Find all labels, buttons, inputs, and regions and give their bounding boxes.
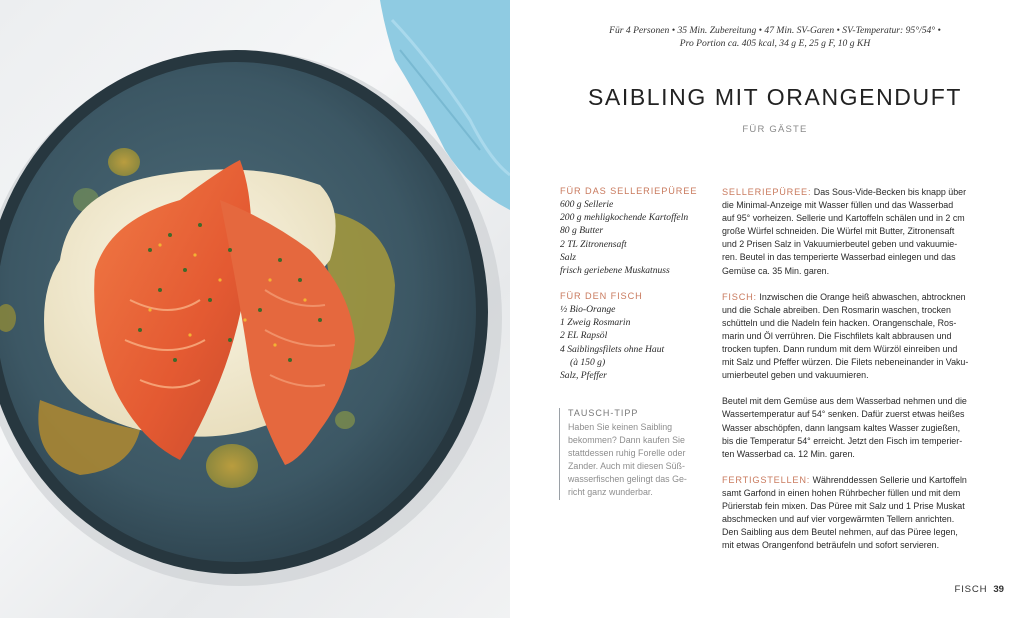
tip-line: wasserfischen gelingt das Ge- xyxy=(568,474,687,485)
step-line: marin und Öl verrühren. Die Fischfilets kalt abbrausen und xyxy=(722,330,952,341)
step-beutel xyxy=(722,395,984,460)
ingredients-sellerie xyxy=(560,186,710,277)
ingredient-item: 2 EL Rapsöl xyxy=(560,330,608,342)
step-line: und 2 Prisen Salz in Vakuumierbeutel geben und vakuumie- xyxy=(722,239,958,250)
tip-line: Zander. Auch mit diesen Süß- xyxy=(568,461,685,472)
step-line: Pürierstab fein mixen. Das Püree mit Salz und 1 Prise Muskat xyxy=(722,500,965,511)
step-line: ten Wasserbad ca. 12 Min. garen. xyxy=(722,448,855,459)
tip-line: richt ganz wunderbar. xyxy=(568,487,653,498)
step-line: große Würfel schneiden. Die Würfel mit Butter, Zitronensaft xyxy=(722,226,955,237)
step-line: Inzwischen die Orange heiß abwaschen, abtrocknen xyxy=(756,291,966,302)
tip-line: bekommen? Dann kaufen Sie xyxy=(568,435,685,446)
step-line: umierbeutel geben und vakuumieren. xyxy=(722,370,869,381)
step-line: Wasser abschöpfen, dann langsam kaltes Wasser zugießen, xyxy=(722,422,961,433)
step-line: Gemüse ca. 35 Min. garen. xyxy=(722,265,830,276)
footer-section: FISCH xyxy=(954,584,988,595)
ingredient-item: 1 Zweig Rosmarin xyxy=(560,317,631,329)
step-line: Das Sous-Vide-Becken bis knapp über xyxy=(811,187,967,197)
step-line: Wassertemperatur auf 54° senken. Dafür zuerst etwas heißes xyxy=(722,409,965,420)
tip-line: Haben Sie keinen Saibling xyxy=(568,422,673,432)
step-line: mit Salz und Pfeffer würzen. Die Filets nebeneinander in Vaku- xyxy=(722,357,969,368)
recipe-page xyxy=(510,0,1020,618)
step-line: trocken tupfen. Dann rundum mit dem Würzöl einreiben und xyxy=(722,344,958,355)
ingredients-heading: FÜR DEN FISCH xyxy=(560,291,643,301)
ingredient-item: frisch geriebene Muskatnuss xyxy=(560,265,670,277)
ingredient-item: ½ Bio-Orange xyxy=(560,304,616,315)
step-label: SELLERIEPÜREE: xyxy=(722,187,812,197)
step-line: Währenddessen Sellerie und Kartoffeln xyxy=(810,474,967,485)
step-label: FERTIGSTELLEN: xyxy=(722,474,811,485)
ingredient-item: 4 Saiblingsfilets ohne Haut xyxy=(560,343,665,355)
step-line: und die Schale abreiben. Den Rosmarin waschen, trocken xyxy=(722,304,951,315)
ingredient-item: (à 150 g) xyxy=(570,356,606,368)
ingredient-item: 80 g Butter xyxy=(560,225,604,237)
tausch-tipp-box xyxy=(559,408,708,500)
step-line: abschmecken und auf vier vorgewärmten Tellern anrichten. xyxy=(722,514,955,525)
ingredient-item: Salz, Pfeffer xyxy=(560,370,607,382)
step-fisch xyxy=(722,291,984,383)
ingredient-item: 2 TL Zitronensaft xyxy=(560,238,627,250)
tip-line: stattdessen ruhig Forelle oder xyxy=(568,448,686,459)
ingredient-item: Salz xyxy=(560,251,576,263)
step-fertigstellen xyxy=(722,474,984,553)
step-line: ren. Beutel in das temperierte Wasserbad einlegen und das xyxy=(722,252,956,263)
step-label: FISCH: xyxy=(722,291,757,302)
page-number: 39 xyxy=(993,584,1004,595)
ingredients-fisch xyxy=(560,291,710,382)
ingredients-heading: FÜR DAS SELLERIEPÜREE xyxy=(560,186,698,196)
step-line: mit etwas Orangenfond beträufeln und sofort servieren. xyxy=(722,540,940,551)
step-line: Beutel mit dem Gemüse aus dem Wasserbad nehmen und die xyxy=(722,396,967,407)
step-line: die Minimal-Anzeige mit Wasser füllen und das Wasserbad xyxy=(722,200,954,211)
recipe-subtitle: FÜR GÄSTE xyxy=(742,124,808,135)
recipe-meta xyxy=(530,24,1020,50)
tip-heading: TAUSCH-TIPP xyxy=(568,408,639,418)
step-line: auf 95° vorheizen. Sellerie und Kartoffeln schälen und in 2 cm xyxy=(722,213,965,224)
step-line: schütteln und die Nadeln fein hacken. Orangenschale, Ros- xyxy=(722,317,957,328)
meta-line-2: Pro Portion ca. 405 kcal, 34 g E, 25 g F, 10 g KH xyxy=(679,38,871,49)
preparation-steps xyxy=(722,186,984,565)
step-line: samt Garfond in einen hohen Rührbecher füllen und mit dem xyxy=(722,487,961,498)
recipe-title: SAIBLING MIT ORANGENDUFT xyxy=(587,84,963,110)
page-footer xyxy=(955,584,1004,595)
step-line: bis die Temperatur 54° erreicht. Jetzt den Fisch im temperier- xyxy=(722,435,963,446)
ingredient-item: 600 g Sellerie xyxy=(560,199,614,210)
meta-line-1: Für 4 Personen • 35 Min. Zubereitung • 47 Min. SV-Garen • SV-Temperatur: 95°/54° • xyxy=(609,25,941,36)
ingredient-item: 200 g mehligkochende Kartoffeln xyxy=(560,212,689,224)
step-line: Den Saibling aus dem Beutel nehmen, auf das Püree legen, xyxy=(722,527,958,538)
step-selleriepueree xyxy=(722,186,984,278)
